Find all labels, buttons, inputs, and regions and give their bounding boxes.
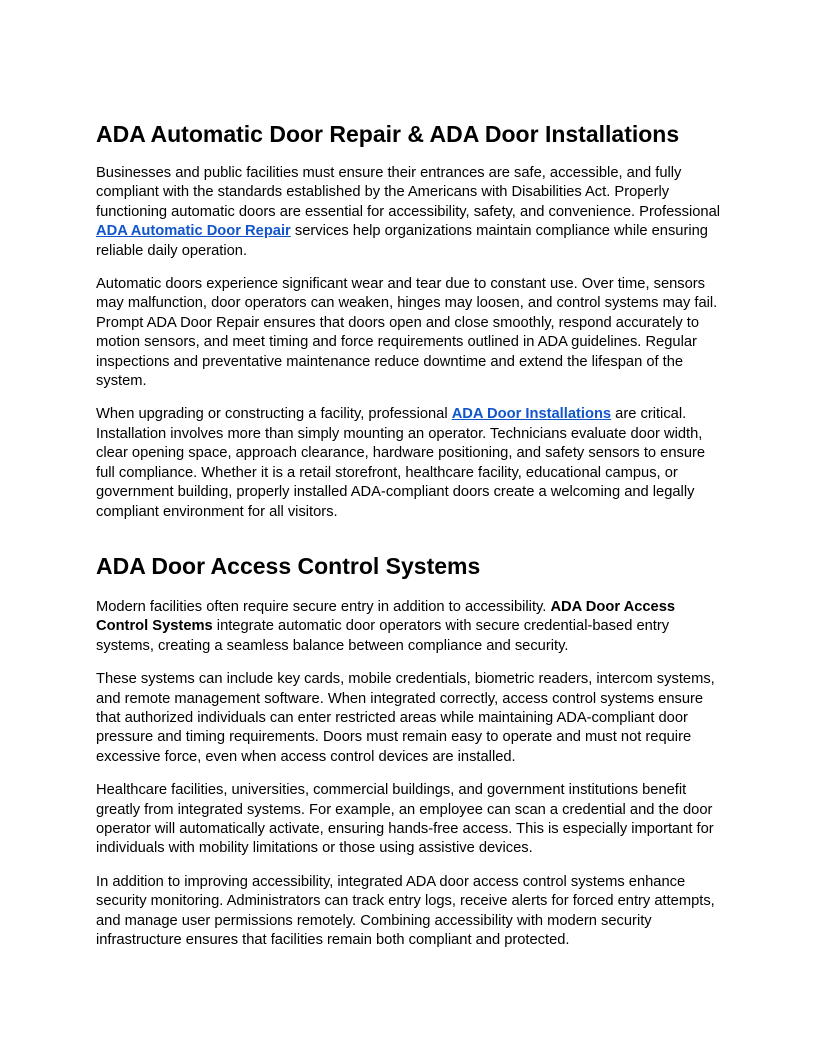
- paragraph-security-monitoring: In addition to improving accessibility, integrated ADA door access control systems enhance security monitoring. Administrators can track entry logs, receive alerts for forced entry attempts, and manage user permissions remotely. Combining accessibility with modern security infrastructure ensures that facilities remain both compliant and protected.: [96, 873, 715, 948]
- text-run: are critical. Installation involves more than simply mounting an operator. Technicians evaluate door width, clear opening space, approach clearance, hardware positioning, and safety sensors to ensure full compliance. Whether it is a retail storefront, healthcare facility, educational campus, or government building, properly installed ADA-compliant doors create a welcoming and legally compliant environment for all visitors.: [96, 406, 706, 520]
- heading-access-control-systems: ADA Door Access Control Systems: [96, 552, 481, 579]
- text-run: When upgrading or constructing a facility, professional: [96, 406, 452, 423]
- paragraph-system-components: These systems can include key cards, mobile credentials, biometric readers, intercom systems, and remote management software. When integrated correctly, access control systems ensure that authorized individuals can enter restricted areas while maintaining ADA-compliant door pressure and timing requirements. Doors must remain easy to operate and must not require excessive force, even when access control devices are installed.: [96, 671, 715, 765]
- heading-ada-repair-installations: ADA Automatic Door Repair & ADA Door Installations: [96, 121, 680, 147]
- paragraph-wear-and-tear: Automatic doors experience significant wear and tear due to constant use. Over time, sensors may malfunction, door operators can weaken, hinges may loosen, and control systems may fail. Prompt ADA Door Repair ensures that doors open and close smoothly, respond accurately to motion sensors, and meet timing and force requirements outlined in ADA guidelines. Regular inspections and preventative maintenance reduce downtime and extend the lifespan of the system.: [96, 276, 718, 390]
- link-ada-door-installations[interactable]: ADA Door Installations: [451, 406, 612, 423]
- text-run: Businesses and public facilities must ensure their entrances are safe, accessible, and fully compliant with the standards established by the Americans with Disabilities Act. Properly functioning automatic doors are essential for accessibility, safety, and convenience. Professional: [96, 165, 721, 220]
- link-ada-automatic-door-repair[interactable]: ADA Automatic Door Repair: [96, 223, 291, 240]
- text-run: services help organizations maintain compliance while ensuring reliable daily operation.: [96, 223, 708, 259]
- bold-run-access-control: ADA Door Access Control Systems: [96, 598, 676, 635]
- paragraph-intro: [96, 164, 720, 261]
- text-run: integrate automatic door operators with secure credential-based entry systems, creating a seamless balance between compliance and security.: [96, 618, 670, 654]
- paragraph-access-control-intro: [96, 598, 720, 656]
- paragraph-installations: [96, 405, 720, 521]
- paragraph-integrated-benefits: Healthcare facilities, universities, commercial buildings, and government institutions benefit greatly from integrated systems. For example, an employee can scan a credential and the door operator will automatically activate, ensuring hands-free access. This is especially important for individuals with mobility limitations or those using assistive devices.: [96, 782, 714, 857]
- text-run: Modern facilities often require secure entry in addition to accessibility.: [96, 598, 551, 615]
